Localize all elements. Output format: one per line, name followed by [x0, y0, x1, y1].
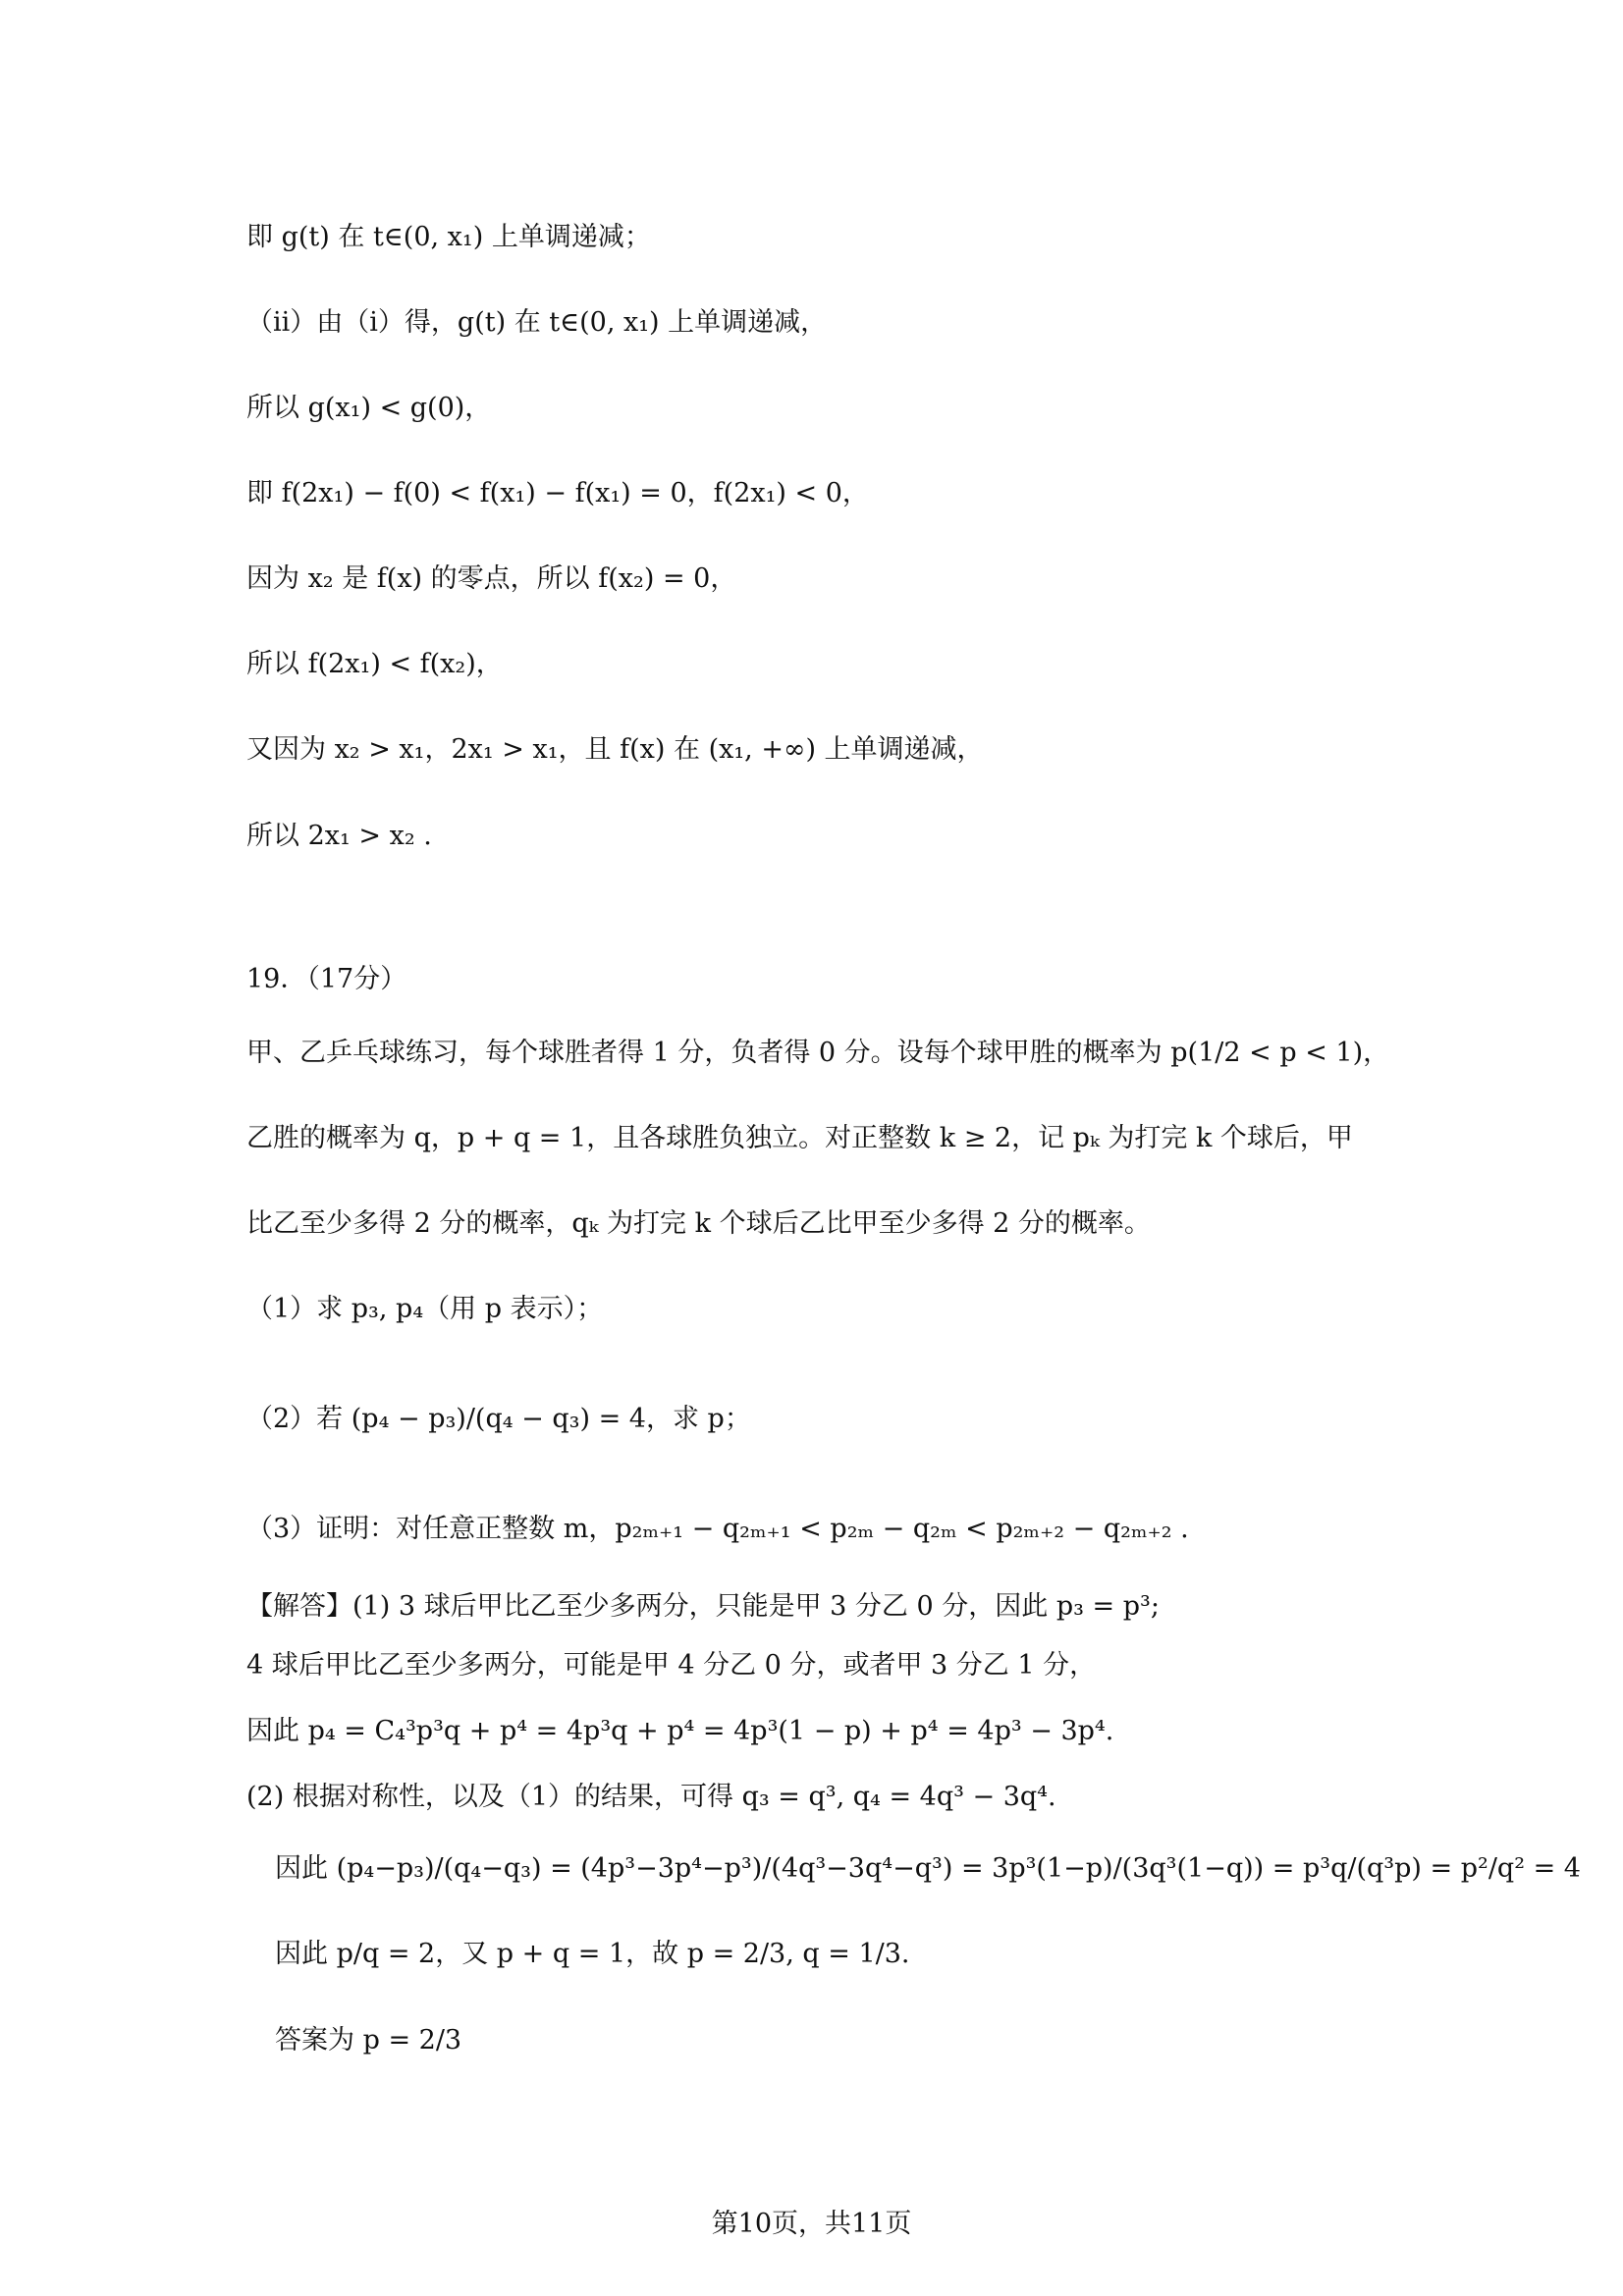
question-1: （1）求 p₃, p₄（用 p 表示）；: [246, 1294, 604, 1324]
problem-text-line-1: 甲、乙乒乓球练习，每个球胜者得 1 分，负者得 0 分。设每个球甲胜的概率为 p(1/2 < p < 1)，: [246, 1038, 1390, 1068]
problem-text-line-2: 乙胜的概率为 q，p + q = 1，且各球胜负独立。对正整数 k ≥ 2，记 pₖ 为打完 k 个球后，甲: [246, 1123, 1353, 1153]
answer-line-6: 因此 p/q = 2，又 p + q = 1，故 p = 2/3, q = 1/3.: [275, 1939, 910, 1969]
answer-line-5: 因此 (p₄−p₃)/(q₄−q₃) = (4p³−3p⁴−p³)/(4q³−3q⁴−q³) = 3p³(1−p)/(3q³(1−q)) = p³q/(q³p) = p²/q² = 4: [275, 1853, 1581, 1884]
text-line-5: 因为 x₂ 是 f(x) 的零点，所以 f(x₂) = 0，: [246, 563, 737, 594]
text-line-4: 即 f(2x₁) − f(0) < f(x₁) − f(x₁) = 0，f(2x₁) < 0，: [246, 478, 869, 508]
problem-text-line-3: 比乙至少多得 2 分的概率，qₖ 为打完 k 个球后乙比甲至少多得 2 分的概率。: [246, 1208, 1151, 1239]
text-line-1: 即 g(t) 在 t∈(0, x₁) 上单调递减；: [246, 222, 651, 252]
question-2: （2）若 (p₄ − p₃)/(q₄ − q₃) = 4，求 p；: [246, 1404, 751, 1434]
problem-19-heading: 19．（17分）: [246, 964, 407, 994]
answer-line-2: 4 球后甲比乙至少多两分，可能是甲 4 分乙 0 分，或者甲 3 分乙 1 分，: [246, 1650, 1097, 1681]
answer-line-7: 答案为 p = 2/3: [275, 2025, 462, 2056]
page-footer: 第10页，共11页: [711, 2209, 912, 2239]
question-3: （3）证明：对任意正整数 m，p₂ₘ₊₁ − q₂ₘ₊₁ < p₂ₘ − q₂ₘ < p₂ₘ₊₂ − q₂ₘ₊₂ .: [246, 1514, 1189, 1544]
answer-line-4: (2) 根据对称性，以及（1）的结果，可得 q₃ = q³, q₄ = 4q³ − 3q⁴.: [246, 1782, 1056, 1812]
text-line-6: 所以 f(2x₁) < f(x₂)，: [246, 649, 503, 679]
text-line-8: 所以 2x₁ > x₂ .: [246, 821, 432, 851]
text-line-3: 所以 g(x₁) < g(0)，: [246, 393, 492, 423]
answer-line-3: 因此 p₄ = C₄³p³q + p⁴ = 4p³q + p⁴ = 4p³(1 − p) + p⁴ = 4p³ − 3p⁴.: [246, 1716, 1114, 1746]
text-line-7: 又因为 x₂ > x₁，2x₁ > x₁，且 f(x) 在 (x₁, +∞) 上单调递减，: [246, 734, 984, 765]
text-line-2: （ii）由（i）得，g(t) 在 t∈(0, x₁) 上单调递减，: [246, 307, 828, 338]
answer-line-1: 【解答】(1) 3 球后甲比乙至少多两分，只能是甲 3 分乙 0 分，因此 p₃ = p³;: [246, 1591, 1160, 1622]
